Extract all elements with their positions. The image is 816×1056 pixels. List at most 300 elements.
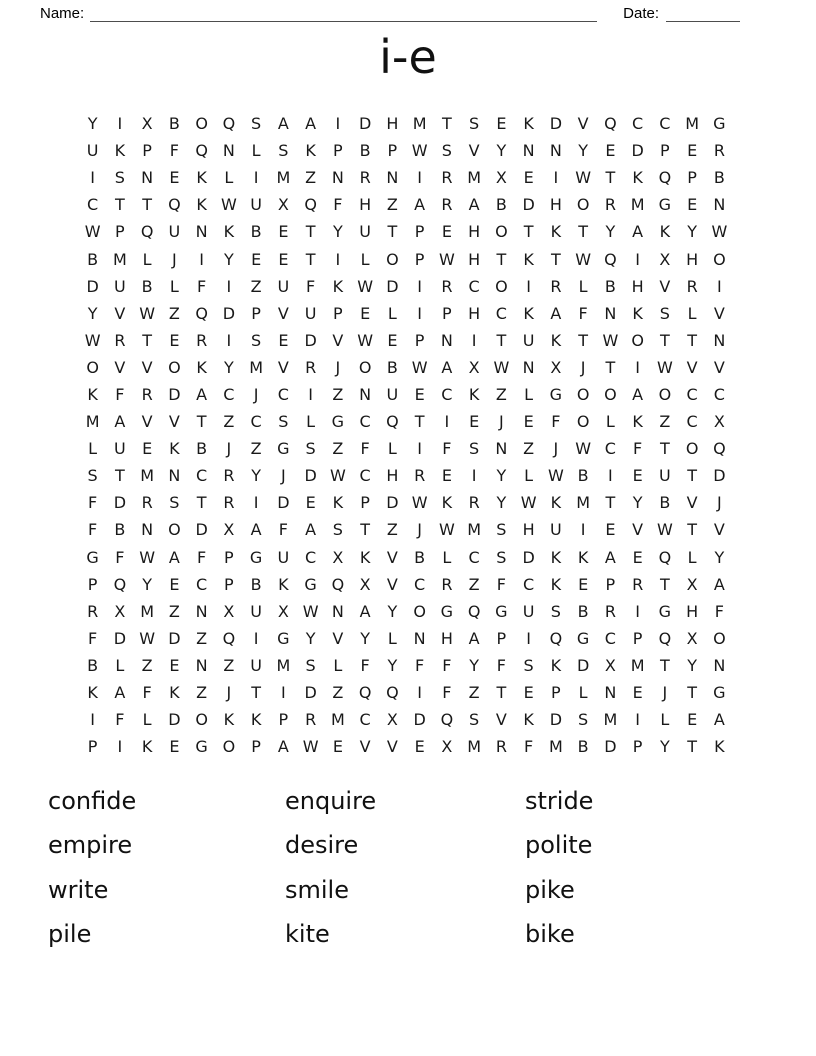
- letter-cell: Y: [305, 628, 316, 648]
- letter-cell: T: [659, 574, 670, 594]
- letter-cell: N: [141, 168, 154, 188]
- letter-cell: N: [222, 141, 235, 161]
- letter-cell: A: [305, 114, 317, 134]
- letter-cell: G: [576, 628, 590, 648]
- letter-cell: R: [468, 493, 480, 513]
- letter-cell: P: [687, 168, 697, 188]
- letter-cell: F: [197, 547, 207, 567]
- letter-cell: H: [440, 628, 453, 648]
- letter-cell: Y: [687, 655, 698, 675]
- letter-cell: G: [86, 547, 99, 567]
- letter-cell: K: [305, 141, 316, 161]
- letter-cell: D: [604, 737, 617, 757]
- letter-cell: Y: [496, 466, 507, 486]
- letter-cell: F: [88, 520, 98, 540]
- letter-cell: S: [251, 330, 262, 350]
- letter-cell: O: [658, 384, 672, 404]
- letter-cell: T: [687, 466, 698, 486]
- letter-cell: E: [142, 439, 153, 459]
- letter-cell: L: [660, 710, 670, 730]
- letter-cell: P: [632, 628, 643, 648]
- letter-cell: E: [169, 655, 180, 675]
- letter-cell: O: [576, 412, 590, 432]
- letter-cell: J: [580, 357, 586, 377]
- letter-cell: V: [713, 357, 725, 377]
- letter-cell: F: [115, 384, 125, 404]
- letter-cell: Y: [632, 493, 643, 513]
- letter-cell: X: [332, 547, 344, 567]
- letter-cell: W: [302, 601, 319, 621]
- letter-cell: K: [550, 222, 562, 242]
- letter-cell: Q: [658, 547, 672, 567]
- letter-cell: S: [441, 141, 452, 161]
- letter-cell: K: [196, 357, 207, 377]
- letter-cell: E: [169, 737, 180, 757]
- letter-cell: M: [467, 520, 482, 540]
- letter-cell: S: [496, 547, 507, 567]
- letter-cell: V: [659, 276, 671, 296]
- letter-cell: N: [195, 222, 208, 242]
- letter-cell: O: [222, 737, 236, 757]
- letter-cell: H: [359, 195, 372, 215]
- letter-cell: R: [604, 601, 616, 621]
- letter-cell: I: [526, 276, 531, 296]
- letter-cell: D: [168, 384, 181, 404]
- letter-cell: A: [550, 303, 562, 323]
- letter-cell: D: [631, 141, 644, 161]
- letter-cell: S: [305, 655, 316, 675]
- letter-cell: Y: [605, 222, 616, 242]
- letter-cell: E: [441, 222, 452, 242]
- letter-cell: I: [635, 357, 640, 377]
- letter-cell: K: [223, 222, 235, 242]
- letter-cell: C: [713, 384, 725, 404]
- letter-cell: W: [656, 520, 673, 540]
- letter-cell: E: [278, 222, 289, 242]
- letter-cell: B: [196, 439, 208, 459]
- letter-cell: H: [686, 601, 699, 621]
- letter-cell: G: [658, 195, 672, 215]
- letter-cell: O: [168, 520, 181, 540]
- letter-cell: J: [499, 412, 504, 432]
- letter-cell: N: [331, 168, 344, 188]
- letter-cell: I: [417, 168, 422, 188]
- letter-cell: V: [713, 303, 725, 323]
- name-blank-line: [90, 7, 597, 22]
- letter-cell: R: [632, 574, 644, 594]
- letter-cell: Y: [714, 547, 725, 567]
- worksheet-header: [40, 4, 740, 22]
- letter-cell: F: [88, 493, 98, 513]
- letter-cell: A: [277, 737, 289, 757]
- letter-cell: K: [523, 710, 534, 730]
- letter-cell: Z: [468, 683, 480, 703]
- letter-cell: S: [278, 412, 289, 432]
- letter-cell: G: [277, 439, 290, 459]
- letter-cell: A: [114, 683, 126, 703]
- letter-cell: I: [226, 330, 232, 350]
- letter-cell: K: [114, 141, 126, 161]
- letter-cell: L: [524, 384, 534, 404]
- letter-cell: I: [253, 628, 259, 648]
- letter-cell: I: [90, 710, 95, 730]
- letter-cell: Y: [251, 466, 262, 486]
- letter-cell: C: [686, 384, 698, 404]
- letter-cell: K: [359, 547, 371, 567]
- letter-cell: W: [357, 276, 374, 296]
- letter-cell: B: [87, 249, 99, 269]
- letter-cell: E: [605, 520, 616, 540]
- letter-cell: W: [84, 330, 101, 350]
- letter-cell: B: [604, 276, 616, 296]
- word-item: enquire: [285, 787, 377, 815]
- letter-cell: N: [713, 330, 726, 350]
- letter-cell: W: [438, 520, 455, 540]
- letter-cell: D: [549, 114, 563, 134]
- letter-cell: V: [114, 357, 126, 377]
- letter-cell: E: [523, 168, 534, 188]
- letter-cell: I: [253, 493, 259, 513]
- letter-cell: F: [415, 655, 425, 675]
- letter-cell: U: [168, 222, 181, 242]
- letter-cell: D: [113, 628, 127, 648]
- letter-cell: U: [114, 276, 126, 296]
- letter-cell: K: [332, 493, 344, 513]
- letter-cell: P: [278, 710, 289, 730]
- letter-cell: A: [414, 195, 426, 215]
- letter-cell: R: [305, 357, 317, 377]
- letter-cell: C: [604, 439, 616, 459]
- letter-cell: H: [468, 222, 481, 242]
- letter-cell: G: [249, 547, 263, 567]
- word-item: smile: [285, 875, 349, 904]
- letter-cell: D: [576, 655, 590, 675]
- letter-cell: F: [278, 520, 288, 540]
- letter-cell: F: [496, 655, 506, 675]
- letter-cell: O: [413, 601, 426, 621]
- letter-cell: N: [604, 683, 617, 703]
- letter-cell: B: [87, 655, 99, 675]
- letter-cell: V: [359, 737, 371, 757]
- letter-cell: U: [250, 601, 262, 621]
- letter-cell: J: [226, 683, 232, 703]
- letter-cell: V: [141, 412, 153, 432]
- letter-cell: M: [685, 114, 700, 134]
- letter-cell: G: [304, 574, 317, 594]
- letter-cell: I: [417, 439, 422, 459]
- letter-cell: P: [360, 493, 370, 513]
- letter-cell: K: [523, 249, 534, 269]
- letter-cell: I: [281, 683, 286, 703]
- letter-cell: S: [278, 141, 289, 161]
- letter-cell: Z: [495, 384, 507, 404]
- letter-cell: E: [360, 303, 371, 323]
- letter-cell: P: [115, 222, 125, 242]
- letter-cell: I: [417, 683, 422, 703]
- letter-cell: T: [496, 683, 507, 703]
- letter-cell: V: [386, 547, 398, 567]
- letter-cell: M: [249, 357, 264, 377]
- letter-cell: Q: [195, 141, 208, 161]
- letter-grid: [79, 110, 733, 760]
- letter-cell: I: [335, 114, 341, 134]
- letter-cell: B: [577, 466, 589, 486]
- letter-cell: T: [441, 114, 452, 134]
- letter-cell: E: [687, 141, 698, 161]
- letter-cell: J: [281, 466, 286, 486]
- letter-cell: N: [413, 628, 426, 648]
- word-item: polite: [525, 831, 593, 860]
- word-item: empire: [48, 831, 133, 860]
- letter-cell: K: [550, 574, 562, 594]
- letter-cell: M: [576, 493, 591, 513]
- letter-cell: E: [414, 384, 425, 404]
- letter-cell: Z: [168, 303, 180, 323]
- letter-cell: P: [251, 737, 261, 757]
- letter-cell: W: [438, 249, 455, 269]
- letter-cell: E: [305, 493, 316, 513]
- letter-cell: F: [360, 439, 370, 459]
- letter-cell: V: [141, 357, 153, 377]
- letter-cell: O: [195, 710, 208, 730]
- letter-cell: I: [117, 114, 123, 134]
- letter-cell: Q: [713, 439, 726, 459]
- letter-cell: U: [659, 466, 671, 486]
- letter-cell: F: [306, 276, 316, 296]
- letter-cell: A: [468, 628, 480, 648]
- letter-cell: E: [496, 114, 507, 134]
- letter-cell: Y: [142, 574, 153, 594]
- letter-cell: T: [605, 357, 616, 377]
- letter-cell: R: [141, 493, 153, 513]
- letter-cell: N: [331, 601, 344, 621]
- letter-cell: J: [253, 384, 259, 404]
- letter-cell: H: [631, 276, 644, 296]
- letter-cell: Z: [468, 574, 480, 594]
- letter-cell: V: [713, 520, 725, 540]
- letter-cell: V: [386, 737, 398, 757]
- letter-cell: F: [333, 195, 343, 215]
- letter-cell: F: [442, 655, 452, 675]
- letter-cell: Z: [386, 520, 398, 540]
- letter-cell: L: [169, 276, 179, 296]
- letter-cell: W: [656, 357, 673, 377]
- letter-cell: T: [387, 222, 398, 242]
- letter-cell: W: [329, 466, 346, 486]
- letter-cell: T: [605, 168, 616, 188]
- letter-cell: O: [713, 249, 726, 269]
- letter-cell: Z: [659, 412, 671, 432]
- letter-cell: T: [687, 737, 698, 757]
- letter-cell: O: [685, 439, 699, 459]
- letter-cell: V: [277, 303, 289, 323]
- letter-cell: X: [114, 601, 126, 621]
- letter-cell: I: [526, 628, 531, 648]
- letter-cell: Y: [332, 222, 343, 242]
- letter-cell: Q: [386, 412, 399, 432]
- letter-cell: E: [169, 330, 180, 350]
- letter-cell: T: [305, 222, 316, 242]
- letter-cell: T: [114, 466, 125, 486]
- letter-cell: C: [495, 303, 507, 323]
- letter-cell: W: [411, 141, 428, 161]
- letter-cell: J: [417, 520, 422, 540]
- letter-cell: C: [468, 276, 480, 296]
- letter-cell: B: [495, 195, 507, 215]
- letter-cell: C: [659, 114, 671, 134]
- letter-cell: D: [522, 195, 535, 215]
- word-item: pike: [525, 875, 575, 904]
- letter-cell: R: [686, 276, 698, 296]
- letter-cell: W: [711, 222, 728, 242]
- letter-cell: C: [359, 710, 371, 730]
- letter-cell: K: [659, 222, 671, 242]
- letter-cell: P: [251, 303, 261, 323]
- letter-cell: V: [332, 330, 344, 350]
- letter-cell: S: [114, 168, 125, 188]
- letter-cell: W: [139, 628, 156, 648]
- letter-cell: Y: [687, 222, 698, 242]
- letter-cell: G: [331, 412, 345, 432]
- letter-cell: U: [550, 520, 562, 540]
- letter-cell: T: [360, 520, 371, 540]
- letter-cell: S: [305, 439, 316, 459]
- letter-cell: A: [359, 601, 371, 621]
- letter-cell: R: [141, 384, 153, 404]
- letter-cell: A: [632, 222, 644, 242]
- letter-cell: F: [88, 628, 98, 648]
- letter-cell: Q: [440, 710, 454, 730]
- letter-cell: D: [195, 520, 208, 540]
- letter-cell: Y: [223, 357, 234, 377]
- letter-cell: C: [414, 574, 426, 594]
- word-item: kite: [285, 920, 330, 949]
- letter-cell: O: [495, 222, 508, 242]
- letter-cell: N: [359, 384, 372, 404]
- letter-cell: W: [520, 493, 537, 513]
- letter-cell: K: [169, 439, 180, 459]
- letter-cell: X: [141, 114, 153, 134]
- letter-cell: Y: [496, 141, 507, 161]
- letter-cell: D: [304, 466, 317, 486]
- letter-cell: V: [277, 357, 289, 377]
- letter-cell: E: [632, 466, 643, 486]
- letter-cell: I: [608, 466, 613, 486]
- letter-cell: T: [196, 493, 207, 513]
- letter-cell: Q: [140, 222, 154, 242]
- letter-cell: J: [662, 683, 668, 703]
- letter-cell: D: [168, 710, 181, 730]
- letter-cell: K: [196, 168, 207, 188]
- letter-cell: B: [577, 601, 589, 621]
- letter-cell: V: [386, 574, 398, 594]
- letter-cell: P: [442, 303, 452, 323]
- letter-cell: T: [523, 222, 534, 242]
- letter-cell: T: [550, 249, 561, 269]
- letter-cell: P: [414, 249, 425, 269]
- letter-cell: W: [139, 303, 156, 323]
- letter-cell: W: [357, 330, 374, 350]
- letter-cell: I: [471, 330, 477, 350]
- letter-cell: G: [495, 601, 508, 621]
- letter-cell: M: [467, 168, 482, 188]
- letter-cell: T: [578, 330, 589, 350]
- letter-cell: S: [578, 710, 589, 730]
- letter-cell: Y: [360, 628, 371, 648]
- letter-cell: Q: [658, 168, 672, 188]
- letter-cell: G: [549, 384, 563, 404]
- letter-cell: Y: [659, 737, 670, 757]
- letter-cell: R: [223, 493, 235, 513]
- letter-cell: R: [305, 710, 317, 730]
- letter-cell: Y: [496, 493, 507, 513]
- letter-cell: Z: [332, 439, 344, 459]
- letter-cell: Y: [387, 655, 398, 675]
- letter-cell: J: [226, 439, 232, 459]
- letter-cell: E: [632, 683, 643, 703]
- letter-cell: C: [468, 547, 480, 567]
- word-item: desire: [285, 831, 359, 860]
- letter-cell: L: [387, 628, 397, 648]
- letter-cell: D: [549, 710, 563, 730]
- letter-cell: X: [686, 628, 698, 648]
- letter-cell: R: [495, 737, 507, 757]
- letter-cell: C: [196, 574, 208, 594]
- letter-cell: X: [277, 195, 289, 215]
- letter-cell: X: [277, 601, 289, 621]
- letter-cell: H: [468, 303, 481, 323]
- letter-cell: Z: [305, 168, 317, 188]
- letter-cell: W: [575, 249, 592, 269]
- letter-cell: H: [386, 466, 399, 486]
- letter-cell: L: [251, 141, 261, 161]
- letter-cell: T: [305, 249, 316, 269]
- letter-cell: K: [632, 168, 643, 188]
- letter-cell: M: [412, 114, 427, 134]
- letter-cell: E: [469, 412, 480, 432]
- letter-cell: T: [605, 493, 616, 513]
- letter-cell: U: [277, 276, 290, 296]
- letter-cell: W: [411, 357, 428, 377]
- letter-cell: R: [114, 330, 126, 350]
- letter-cell: T: [414, 412, 425, 432]
- letter-cell: K: [332, 276, 344, 296]
- letter-cell: W: [220, 195, 237, 215]
- letter-cell: L: [524, 466, 534, 486]
- letter-cell: N: [522, 141, 535, 161]
- letter-cell: X: [659, 249, 671, 269]
- letter-cell: Q: [222, 628, 236, 648]
- letter-cell: S: [169, 493, 180, 513]
- letter-cell: D: [168, 628, 181, 648]
- letter-cell: N: [141, 520, 154, 540]
- letter-cell: I: [580, 520, 586, 540]
- letter-cell: O: [358, 357, 372, 377]
- letter-cell: E: [387, 330, 398, 350]
- letter-cell: R: [441, 168, 453, 188]
- letter-cell: L: [306, 412, 316, 432]
- letter-cell: A: [277, 114, 289, 134]
- letter-cell: K: [87, 683, 98, 703]
- letter-cell: R: [713, 141, 725, 161]
- letter-cell: V: [577, 114, 589, 134]
- letter-cell: L: [333, 655, 343, 675]
- letter-cell: N: [495, 439, 508, 459]
- letter-cell: F: [578, 303, 588, 323]
- letter-cell: P: [414, 222, 425, 242]
- letter-cell: K: [714, 737, 725, 757]
- letter-cell: F: [524, 737, 534, 757]
